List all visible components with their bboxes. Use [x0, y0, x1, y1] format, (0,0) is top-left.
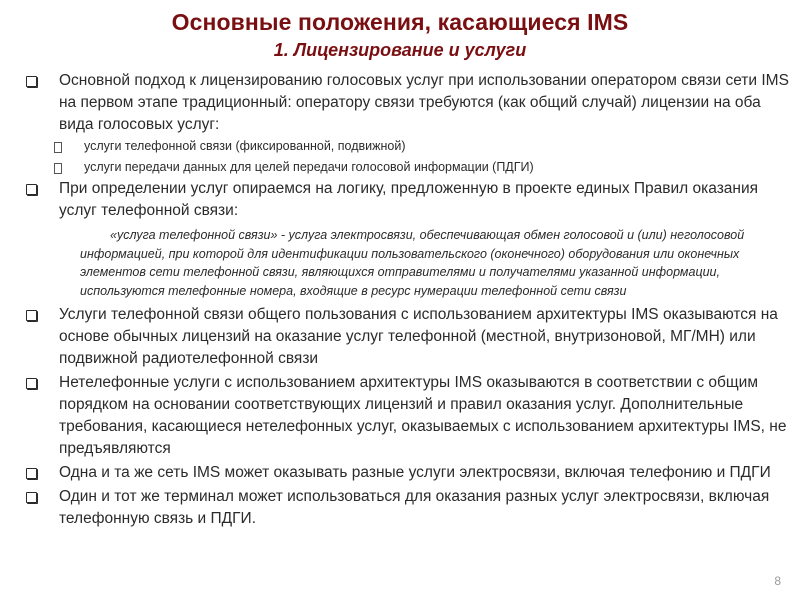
checkbox-square-icon: [26, 76, 37, 87]
bullet-text: Услуги телефонной связи общего пользования с использованием архитектуры IMS оказываются на основе обычных лицензий на оказание услуг телефонной (местной, внутризоновой, МГ/МН) или подвижной радиотелефонной связи: [59, 306, 778, 367]
bullet-item-same-network: [22, 462, 792, 484]
slide-header: [0, 8, 800, 62]
slide-subtitle: 1. Лицензирование и услуги: [273, 40, 527, 60]
sub-item-data-transmission: [46, 157, 792, 178]
sub-list: [22, 136, 792, 178]
bullet-text: Одна и та же сеть IMS может оказывать разные услуги электросвязи, включая телефонию и ПДГИ: [59, 464, 771, 481]
checkbox-square-icon: [26, 492, 37, 503]
page-number: 8: [774, 574, 781, 588]
slide-content: [22, 70, 792, 530]
checkbox-square-icon: [26, 468, 37, 479]
bullet-text: Основной подход к лицензированию голосовых услуг при использовании оператором связи сети IMS на первом этапе традиционный: оператору связи требуются (как общий случай) лицензии на оба вида голосовых услуг:: [59, 72, 789, 133]
bullet-text: При определении услуг опираемся на логику, предложенную в проекте единых Правил оказания услуг телефонной связи:: [59, 180, 759, 219]
checkbox-square-icon: [26, 310, 37, 321]
slide-title: Основные положения, касающиеся IMS: [171, 9, 629, 35]
definition-quote: «услуга телефонной связи» - услуга электросвязи, обеспечивающая обмен голосовой и (или) неголосовой информацией, при которой для идентификации пользовательского (оконечного) оборудования или оконечных элементов сети телефонной связи, являющихся отправителями и получателями указанной информации, используются телефонные номера, входящие в ресурс нумерации телефонной сети связи: [80, 228, 745, 298]
bullet-item-licensing-approach: [22, 70, 792, 136]
sub-item-text: услуги передачи данных для целей передачи голосовой информации (ПДГИ): [84, 160, 534, 174]
small-square-icon: [54, 142, 62, 153]
bullet-text: Один и тот же терминал может использоваться для оказания разных услуг электросвязи, включая телефонную связь и ПДГИ.: [59, 488, 770, 527]
bullet-item-service-definition: [22, 178, 792, 222]
small-square-icon: [54, 163, 62, 174]
bullet-item-same-terminal: [22, 486, 792, 530]
bullet-text: Нетелефонные услуги с использованием архитектуры IMS оказываются в соответствии с общим порядком на основании соответствующих лицензий и правил оказания услуг. Дополнительные требования, касающиеся нетелефонных услуг, оказываемых с использованием архитектуры IMS, не предъявляются: [59, 374, 787, 457]
sub-item-text: услуги телефонной связи (фиксированной, подвижной): [84, 139, 406, 153]
bullet-item-non-telephone-services: [22, 372, 792, 460]
sub-item-telephone-services: [46, 136, 792, 157]
checkbox-square-icon: [26, 184, 37, 195]
bullet-item-public-telephony: [22, 304, 792, 370]
checkbox-square-icon: [26, 378, 37, 389]
